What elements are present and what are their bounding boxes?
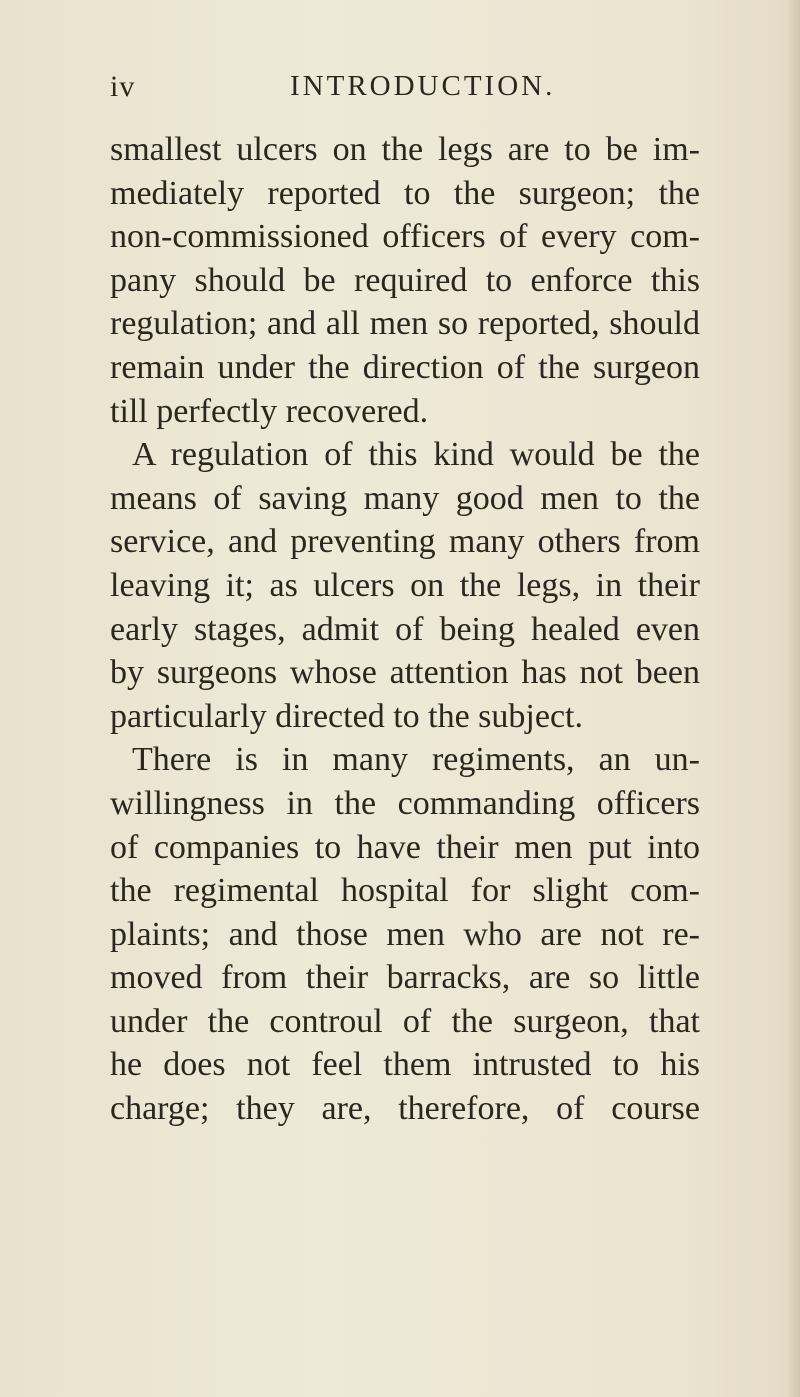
page-edge-shadow: [786, 0, 800, 1397]
text-line: A regulation of this kind would be the: [132, 436, 700, 474]
text-line: remain under the direction of the surgeon: [110, 348, 700, 386]
text-line: under the controul of the surgeon, that: [110, 1002, 700, 1040]
text-line: particularly directed to the subject.: [110, 697, 583, 735]
text-line: willingness in the commanding officers: [110, 784, 700, 822]
page-number: iv: [110, 70, 136, 103]
text-line: pany should be required to enforce this: [110, 261, 700, 299]
text-line: the regimental hospital for slight com-: [110, 872, 700, 910]
paragraph-3: [110, 738, 700, 1130]
text-line: moved from their barracks, are so little: [110, 959, 700, 997]
text-line: by surgeons whose attention has not been: [110, 654, 700, 692]
page-header: [110, 70, 710, 110]
body-text: [110, 128, 700, 1131]
text-line: mediately reported to the surgeon; the: [110, 174, 700, 212]
text-line: early stages, admit of being healed even: [110, 610, 700, 648]
text-line: charge; they are, therefore, of course: [110, 1090, 700, 1128]
text-line: plaints; and those men who are not re-: [110, 915, 700, 953]
text-line: of companies to have their men put into: [110, 828, 700, 866]
paragraph-1: [110, 128, 700, 433]
text-line: service, and preventing many others from: [110, 523, 700, 561]
running-head: INTRODUCTION.: [290, 70, 556, 102]
text-line: means of saving many good men to the: [110, 479, 700, 517]
text-line: non-commissioned officers of every com-: [110, 218, 700, 256]
text-line: till perfectly recovered.: [110, 392, 429, 430]
text-line: he does not feel them intrusted to his: [110, 1046, 700, 1084]
text-line: leaving it; as ulcers on the legs, in their: [110, 566, 700, 604]
paragraph-2: [110, 433, 700, 738]
text-line: smallest ulcers on the legs are to be im-: [110, 131, 700, 168]
text-line: regulation; and all men so reported, should: [110, 305, 700, 343]
text-line: There is in many regiments, an un-: [132, 741, 700, 779]
